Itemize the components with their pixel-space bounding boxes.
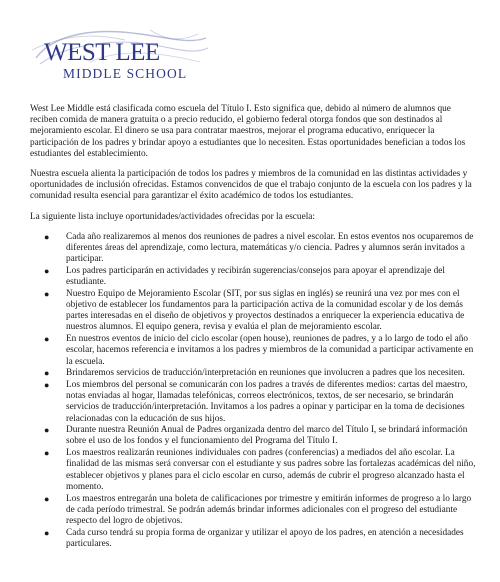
list-item (44, 368, 480, 379)
list-item (44, 288, 480, 334)
list-item (44, 527, 480, 550)
bullet-icon: ● (44, 231, 50, 242)
list-intro: La siguiente lista incluye oportunidades/actividades ofrecidas por la escuela: (30, 211, 316, 222)
list-item (44, 425, 480, 447)
list-item-text: Durante nuestra Reunión Anual de Padres organizada dentro del marco del Título I, se brindará información sobre el uso de los fondos y el funcionamiento del Programa del Título I. (66, 425, 468, 447)
list-item-text: Cada curso tendrá su propia forma de organizar y utilizar el apoyo de los padres, en atención a necesidades particulares. (66, 527, 464, 549)
list-item (44, 334, 480, 368)
paragraph-participation: Nuestra escuela alienta la participación de todos los padres y miembros de la comunidad en las distintas actividades y oportunidades de inclusión ofrecidas. Estamos convencidos de que el trabajo conjunto de la escuela con los padres y la comunidad resulta esencial para garantizar el éxito académico de todos los estudiantes. (30, 169, 472, 202)
list-item-text: Los miembros del personal se comunicarán con los padres a través de diferentes medios: cartas del maestro, notas enviadas al hogar, llamadas telefónicas, correos electrónicos, textos, de ser necesario, se brindarán servicios de traducción/interpretación. Invitamos a los padres a opinar y participar en la toma de decisiones relacionadas con la educación de sus hijos. (66, 379, 468, 424)
list-item-text: Los maestros realizarán reuniones individuales con padres (conferencias) a mediados del año escolar. La finalidad de las mismas será conversar con el estudiante y sus padres sobre las fortalezas académicas del niño, establecer objetivos y planes para el ciclo escolar en curso, además de cubrir el progreso alcanzado hasta el momento. (66, 448, 476, 492)
bullet-icon: ● (44, 288, 50, 299)
list-item-text: Nuestro Equipo de Mejoramiento Escolar (SIT, por sus siglas en inglés) se reunirá una vez por mes con el objetivo de establecer los fundamentos para la participación activa de la comunidad escolar y de los demás partes interesadas en el diseño de objetivos y proyectos destinados a enriquecer la experiencia educativa de nuestros alumnos. El equipo genera, revisa y evalúa el plan de mejoramiento escolar. (66, 288, 465, 333)
logo-line-2: MIDDLE SCHOOL (63, 66, 188, 81)
list-item (44, 448, 480, 493)
bullet-icon: ● (44, 368, 50, 379)
list-item (44, 231, 480, 266)
bullet-icon: ● (44, 448, 50, 459)
bullet-icon: ● (44, 527, 50, 538)
document-body (30, 104, 480, 551)
activities-list (30, 232, 480, 550)
bullet-icon: ● (44, 425, 50, 436)
list-item (44, 379, 480, 425)
list-item-text: Brindaremos servicios de traducción/interpretación en reuniones que involucren a padres que los necesiten. (66, 368, 465, 379)
paragraph-title-i: West Lee Middle está clasificada como escuela del Título I. Esto significa que, debido al número de alumnos que reciben comida de manera gratuita o a precio reducido, el gobierno federal otorga fondos que son destinados al mejoramiento escolar. El dinero se usa para contratar maestros, mejorar el programa educativo, enriquecer la participación de los padres y brindar apoyo a estudiantes que lo necesiten. Estas oportunidades benefician a todos los estudiantes del establecimiento. (30, 104, 466, 159)
bullet-icon: ● (44, 493, 50, 504)
bullet-icon: ● (44, 265, 50, 276)
list-item (44, 265, 480, 288)
list-item-text: Los maestros entregarán una boleta de calificaciones por trimestre y emitirán informes de progreso a lo largo de cada período trimestral. Se podrán además brindar informes adicionales con el progreso del estudiante respecto del logro de objetivos. (66, 493, 472, 526)
school-logo (30, 28, 210, 86)
bullet-icon: ● (44, 379, 50, 390)
list-item-text: En nuestros eventos de inicio del ciclo escolar (open house), reuniones de padres, y a lo largo de todo el año escolar, hacemos referencia e invitamos a los padres y miembros de la comunidad a participar activamente en la escuela. (66, 334, 474, 367)
list-item-text: Los padres participarán en actividades y recibirán sugerencias/consejos para apoyar el aprendizaje del estudiante. (66, 265, 445, 288)
logo-line-1: WEST LEE (44, 39, 160, 66)
list-item-text: Cada año realizaremos al menos dos reuniones de padres a nivel escolar. En estos eventos nos ocuparemos de diferentes áreas del aprendizaje, como lectura, matemáticas y/o ciencia. Padres y alumnos serán invitados a participar. (66, 231, 474, 265)
bullet-icon: ● (44, 334, 50, 345)
list-item (44, 493, 480, 528)
